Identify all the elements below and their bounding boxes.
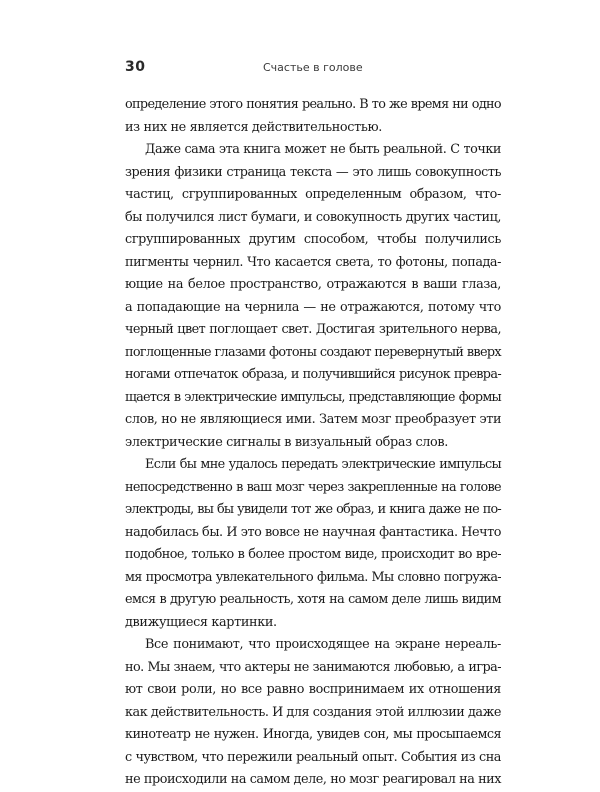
text-line: ногами отпечаток образа, и получившийся рисунок превра- xyxy=(125,367,501,382)
text-line: Все понимают, что происходящее на экране нереаль- xyxy=(145,637,501,652)
text-line: поглощенные глазами фотоны создают перевернутый вверх xyxy=(125,344,501,360)
text-line: ющие на белое пространство, отражаются в ваши глаза, xyxy=(125,277,501,292)
running-title: Счастье в голове xyxy=(263,61,363,74)
text-line: емся в другую реальность, хотя на самом деле лишь видим xyxy=(125,592,501,607)
text-line: не происходили на самом деле, но мозг реагировал на них xyxy=(125,772,501,787)
text-line: черный цвет поглощает свет. Достигая зрительного нерва, xyxy=(125,322,501,337)
text-line: слов, но не являющиеся ими. Затем мозг преобразует эти xyxy=(125,412,502,427)
text-line: как действительность. И для создания этой иллюзии даже xyxy=(125,704,502,720)
text-line: с чувством, что пережили реальный опыт. События из сна xyxy=(125,749,501,765)
text-line: сгруппированных другим способом, чтобы получились xyxy=(125,232,501,247)
text-line: но. Мы знаем, что актеры не занимаются любовью, а игра- xyxy=(125,659,501,675)
text-line: движущиеся картинки. xyxy=(125,614,277,630)
text-line: щается в электрические импульсы, представляющие формы xyxy=(125,389,501,405)
text-line: непосредственно в ваш мозг через закрепленные на голове xyxy=(125,479,501,495)
text-line: частиц, сгруппированных определенным образом, что- xyxy=(125,187,501,202)
text-line: бы получился лист бумаги, и совокупность других частиц, xyxy=(125,209,501,225)
text-line: зрения физики страница текста — это лишь совокупность xyxy=(125,164,501,180)
text-line: а попадающие на чернила — не отражаются, потому что xyxy=(125,299,501,315)
text-line: электроды, вы бы увидели тот же образ, и книга даже не по- xyxy=(125,502,501,517)
text-line: Даже сама эта книга может не быть реальной. С точки xyxy=(145,142,501,157)
text-line: электрические сигналы в визуальный образ слов. xyxy=(125,434,448,450)
running-head xyxy=(125,59,501,79)
text-line: пигменты чернил. Что касается света, то фотоны, попада- xyxy=(125,254,501,270)
text-line: подобное, только в более простом виде, происходит во вре- xyxy=(125,547,501,562)
text-line: из них не является действительностью. xyxy=(125,119,382,135)
text-line: ют свои роли, но все равно воспринимаем их отношения xyxy=(125,682,501,697)
text-line: надобилась бы. И это вовсе не научная фантастика. Нечто xyxy=(125,524,501,540)
page-number: 30 xyxy=(125,59,146,75)
text-line: кинотеатр не нужен. Иногда, увидев сон, мы просыпаемся xyxy=(125,727,501,742)
body-text xyxy=(125,94,501,792)
text-line: определение этого понятия реально. В то же время ни одно xyxy=(125,97,501,112)
text-line: мя просмотра увлекательного фильма. Мы словно погружа- xyxy=(125,569,501,585)
text-line: Если бы мне удалось передать электрические импульсы xyxy=(145,457,501,472)
